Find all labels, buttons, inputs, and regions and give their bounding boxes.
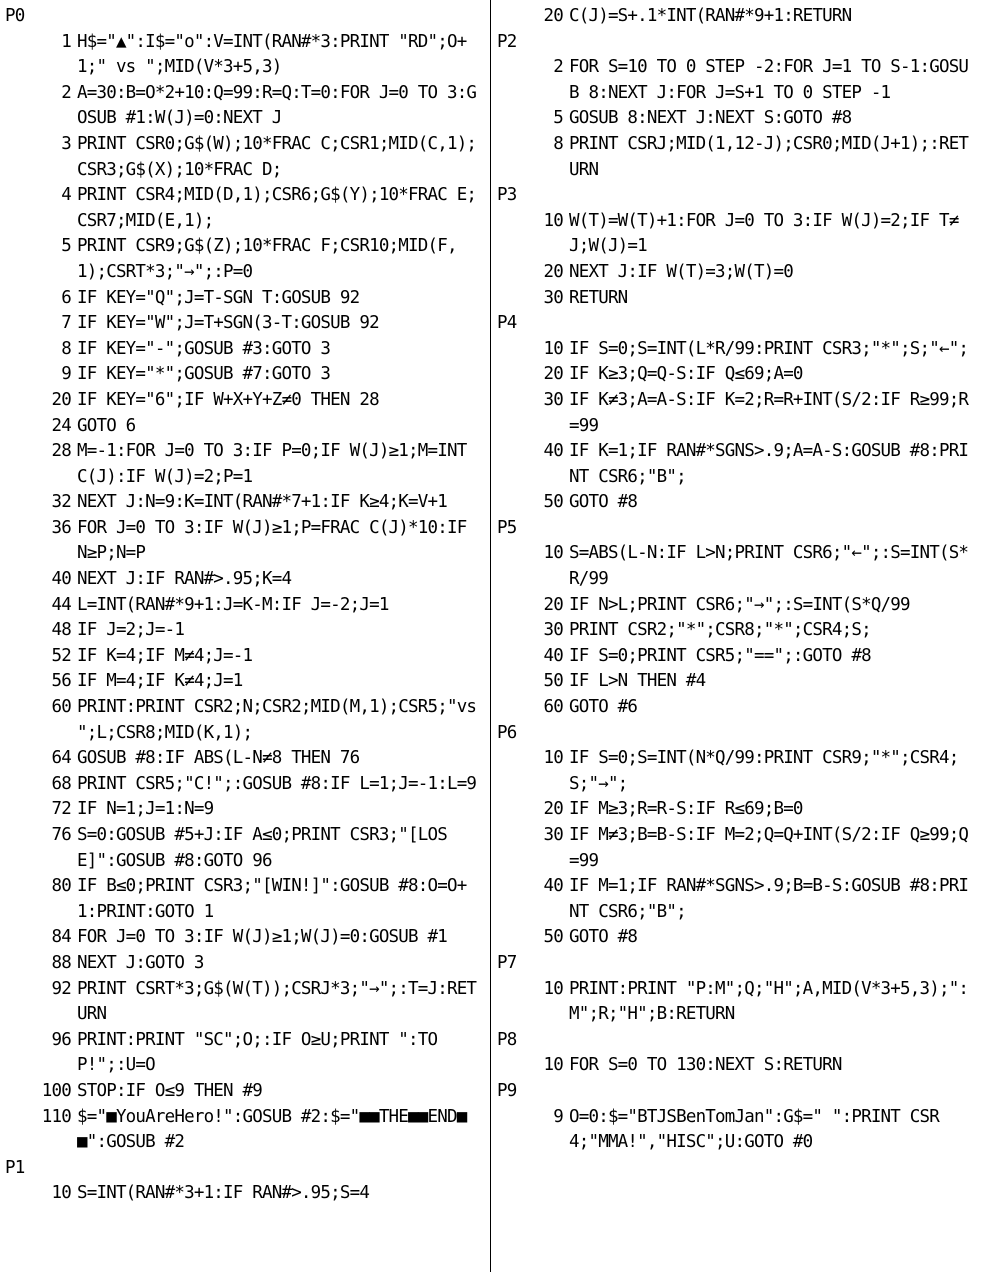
code-line [497,106,977,132]
line-number: 80 [51,876,71,897]
code-text: GOSUB #8:IF ABS(L-N≠8 THEN 76 [77,748,360,769]
line-number: 5 [553,108,563,129]
line-number: 50 [543,492,563,513]
code-text: L=INT(RAN#*9+1:J=K-M:IF J=-2;J=1 [77,594,389,615]
code-line [497,4,977,30]
line-number: 36 [51,517,71,538]
program-label: P5 [497,517,517,538]
code-text: RETURN [569,287,628,308]
code-text: NEXT J:N=9:K=INT(RAN#*7+1:IF K≥4;K=V+1 [77,492,447,513]
line-number: 20 [51,389,71,410]
code-line [497,132,977,183]
code-line [497,797,977,823]
code-text: PRINT CSRT*3;G$(W(T));CSRJ*3;"→";:T=J:RETURN [77,978,477,1025]
line-number: 48 [51,620,71,641]
code-line [497,695,977,721]
code-text: IF KEY="6";IF W+X+Y+Z≠0 THEN 28 [77,389,379,410]
code-line [497,746,977,797]
code-line [497,541,977,592]
code-text: IF KEY="Q";J=T-SGN T:GOSUB 92 [77,287,360,308]
code-line [5,234,485,285]
code-text: IF N=1;J=1:N=9 [77,799,214,820]
code-text: PRINT CSR9;G$(Z);10*FRAC F;CSR10;MID(F,1);CSRT*3;"→";:P=0 [77,236,457,282]
program-label: P2 [497,31,517,52]
program-label: P6 [497,722,517,743]
code-line [497,925,977,951]
listing-left-column [5,4,485,1207]
code-text: GOSUB 8:NEXT J:NEXT S:GOTO #8 [569,108,852,129]
code-text: PRINT CSR0;G$(W);10*FRAC C;CSR1;MID(C,1);CSR3;G$(X);10*FRAC D; [77,133,477,180]
code-line [5,823,485,874]
code-text: GOTO #8 [569,927,638,948]
line-number: 5 [61,236,71,257]
code-line [497,644,977,670]
code-text: A=30:B=O*2+10:Q=99:R=Q:T=0:FOR J=0 TO 3:GOSUB #1:W(J)=0:NEXT J [77,82,477,129]
code-text: PRINT CSR4;MID(D,1);CSR6;G$(Y);10*FRAC E;CSR7;MID(E,1); [77,185,477,231]
line-number: 30 [543,620,563,641]
code-text: IF L>N THEN #4 [569,671,706,692]
line-number: 2 [61,82,71,103]
code-line [5,30,485,81]
line-number: 7 [61,313,71,334]
code-text: IF K≠3;A=A-S:IF K=2;R=R+INT(S/2:IF R≥99;R=99 [569,389,969,436]
line-number: 20 [543,6,563,26]
code-line [497,669,977,695]
code-line [497,618,977,644]
line-number: 68 [51,773,71,794]
line-number: 10 [543,210,563,231]
line-number: 84 [51,927,71,948]
line-number: 20 [543,364,563,385]
code-line [5,337,485,363]
line-number: 9 [553,1106,563,1127]
program-label: P7 [497,952,517,973]
code-line [5,618,485,644]
line-number: 110 [41,1106,71,1127]
code-text: IF K=4;IF M≠4;J=-1 [77,645,253,666]
line-number: 50 [543,671,563,692]
code-line [5,746,485,772]
line-number: 20 [543,594,563,615]
code-line [5,132,485,183]
code-line [5,81,485,132]
code-text: FOR S=0 TO 130:NEXT S:RETURN [569,1055,842,1076]
code-text: PRINT:PRINT "P:M";Q;"H";A,MID(V*3+5,3);":M";R;"H";B:RETURN [569,978,969,1025]
code-text: IF K≥3;Q=Q-S:IF Q≤69;A=0 [569,364,803,385]
code-line [497,286,977,312]
code-text: IF KEY="W";J=T+SGN(3-T:GOSUB 92 [77,313,379,334]
line-number: 1 [61,31,71,52]
code-text: IF S=0;S=INT(L*R/99:PRINT CSR3;"*";S;"←"; [569,338,969,359]
line-number: 56 [51,671,71,692]
code-line [5,490,485,516]
line-number: 72 [51,799,71,820]
code-text: H$="▲":I$="o":V=INT(RAN#*3:PRINT "RD";O+1;" vs ";MID(V*3+5,3) [77,31,467,78]
line-number: 32 [51,492,71,513]
code-text: GOTO 6 [77,415,136,436]
code-text: IF KEY="-";GOSUB #3:GOTO 3 [77,338,331,359]
line-number: 64 [51,748,71,769]
program-label: P8 [497,1029,517,1050]
line-number: 30 [543,389,563,410]
line-number: 52 [51,645,71,666]
code-text: GOTO #8 [569,492,638,513]
code-line [497,874,977,925]
line-number: 10 [543,748,563,769]
code-line [497,337,977,363]
line-number: 40 [543,645,563,666]
code-text: C(J)=S+.1*INT(RAN#*9+1:RETURN [569,6,852,26]
line-number: 88 [51,952,71,973]
line-number: 92 [51,978,71,999]
line-number: 24 [51,415,71,436]
code-text: IF J=2;J=-1 [77,620,185,641]
code-line [5,1181,485,1207]
line-number: 40 [543,441,563,462]
line-number: 44 [51,594,71,615]
line-number: 20 [543,799,563,820]
code-line [497,260,977,286]
code-line [5,797,485,823]
code-line [5,362,485,388]
code-line [497,593,977,619]
code-line [5,644,485,670]
code-text: IF M=4;IF K≠4;J=1 [77,671,243,692]
code-line [497,388,977,439]
line-number: 76 [51,825,71,845]
program-label: P3 [497,185,517,206]
line-number: 3 [61,133,71,154]
line-number: 60 [51,697,71,718]
code-text: PRINT:PRINT CSR2;N;CSR2;MID(M,1);CSR5;"vs ";L;CSR8;MID(K,1); [77,697,486,743]
code-line [5,388,485,414]
code-text: O=0:$="BTJSBenTomJan":G$=" ":PRINT CSR4;"MMA!","HISC";U:GOTO #0 [569,1106,939,1153]
line-number: 30 [543,825,563,845]
code-line [497,209,977,260]
code-text: IF M≥3;R=R-S:IF R≤69;B=0 [569,799,803,820]
code-line [5,977,485,1028]
code-text: PRINT CSR2;"*";CSR8;"*";CSR4;S; [569,620,871,641]
program-label: P4 [497,313,517,334]
code-text: IF M≠3;B=B-S:IF M=2;Q=Q+INT(S/2:IF Q≥99;Q=99 [569,825,969,871]
code-line [497,977,977,1028]
line-number: 10 [543,1055,563,1076]
code-text: S=0:GOSUB #5+J:IF A≤0;PRINT CSR3;"[LOSE]":GOSUB #8:GOTO 96 [77,825,447,871]
code-line [5,695,485,746]
code-text: IF B≤0;PRINT CSR3;"[WIN!]":GOSUB #8:O=O+1:PRINT:GOTO 1 [77,876,467,922]
code-line [5,1105,485,1156]
code-text: PRINT CSRJ;MID(1,12-J);CSR0;MID(J+1);:RETURN [569,133,969,180]
program-label: P0 [5,6,25,26]
code-text: IF M=1;IF RAN#*SGNS>.9;B=B-S:GOSUB #8:PRINT CSR6;"B"; [569,876,969,922]
line-number: 50 [543,927,563,948]
line-number: 10 [51,1183,71,1204]
code-text: FOR J=0 TO 3:IF W(J)≥1;W(J)=0:GOSUB #1 [77,927,447,948]
code-line [497,1053,977,1079]
line-number: 4 [61,185,71,206]
program-label: P1 [5,1157,25,1178]
line-number: 10 [543,338,563,359]
line-number: 60 [543,697,563,718]
line-number: 100 [41,1080,71,1101]
code-line [5,439,485,490]
code-text: PRINT CSR5;"C!";:GOSUB #8:IF L=1;J=-1:L=9 [77,773,477,794]
code-line [5,593,485,619]
code-text: IF S=0;S=INT(N*Q/99:PRINT CSR9;"*";CSR4;S;"→"; [569,748,959,794]
line-number: 40 [51,569,71,590]
line-number: 96 [51,1029,71,1050]
code-text: M=-1:FOR J=0 TO 3:IF P=0;IF W(J)≥1;M=INT C(J):IF W(J)=2;P=1 [77,441,477,487]
code-text: FOR S=10 TO 0 STEP -2:FOR J=1 TO S-1:GOSUB 8:NEXT J:FOR J=S+1 TO 0 STEP -1 [569,57,969,103]
code-text: IF KEY="*";GOSUB #7:GOTO 3 [77,364,331,385]
code-text: NEXT J:IF W(T)=3;W(T)=0 [569,261,793,282]
code-text: FOR J=0 TO 3:IF W(J)≥1;P=FRAC C(J)*10:IF N≥P;N=P [77,517,477,564]
code-line [5,874,485,925]
code-text: IF K=1;IF RAN#*SGNS>.9;A=A-S:GOSUB #8:PRINT CSR6;"B"; [569,441,969,487]
code-line [5,516,485,567]
code-line [5,311,485,337]
code-line [497,1105,977,1156]
code-line [497,823,977,874]
program-label: P9 [497,1080,517,1101]
code-text: NEXT J:GOTO 3 [77,952,204,973]
code-line [5,925,485,951]
line-number: 10 [543,978,563,999]
code-line [5,183,485,234]
code-text: W(T)=W(T)+1:FOR J=0 TO 3:IF W(J)=2;IF T≠J;W(J)=1 [569,210,959,257]
line-number: 10 [543,543,563,564]
code-text: GOTO #6 [569,697,638,718]
code-line [5,772,485,798]
line-number: 6 [61,287,71,308]
code-text: PRINT:PRINT "SC";O;:IF O≥U;PRINT ":TOP!";:U=O [77,1029,438,1076]
line-number: 30 [543,287,563,308]
code-line [497,362,977,388]
code-line [5,951,485,977]
code-text: STOP:IF O≤9 THEN #9 [77,1080,262,1101]
line-number: 2 [553,57,563,78]
code-text: IF S=0;PRINT CSR5;"==";:GOTO #8 [569,645,871,666]
column-divider [490,0,491,1272]
code-text: NEXT J:IF RAN#>.95;K=4 [77,569,292,590]
code-line [5,669,485,695]
code-text: IF N>L;PRINT CSR6;"→";:S=INT(S*Q/99 [569,594,910,615]
code-line [497,55,977,106]
line-number: 9 [61,364,71,385]
code-line [497,490,977,516]
line-number: 40 [543,876,563,897]
line-number: 20 [543,261,563,282]
code-line [5,1028,485,1079]
code-line [497,439,977,490]
code-line [5,567,485,593]
listing-right-column [497,4,977,1156]
code-line [5,414,485,440]
line-number: 8 [61,338,71,359]
code-line [5,1079,485,1105]
code-line [5,286,485,312]
line-number: 8 [553,133,563,154]
code-text: $="■YouAreHero!":GOSUB #2:$="■■THE■■END■■":GOSUB #2 [77,1106,467,1153]
code-text: S=INT(RAN#*3+1:IF RAN#>.95;S=4 [77,1183,370,1204]
code-text: S=ABS(L-N:IF L>N;PRINT CSR6;"←";:S=INT(S*R/99 [569,543,969,590]
line-number: 28 [51,441,71,462]
